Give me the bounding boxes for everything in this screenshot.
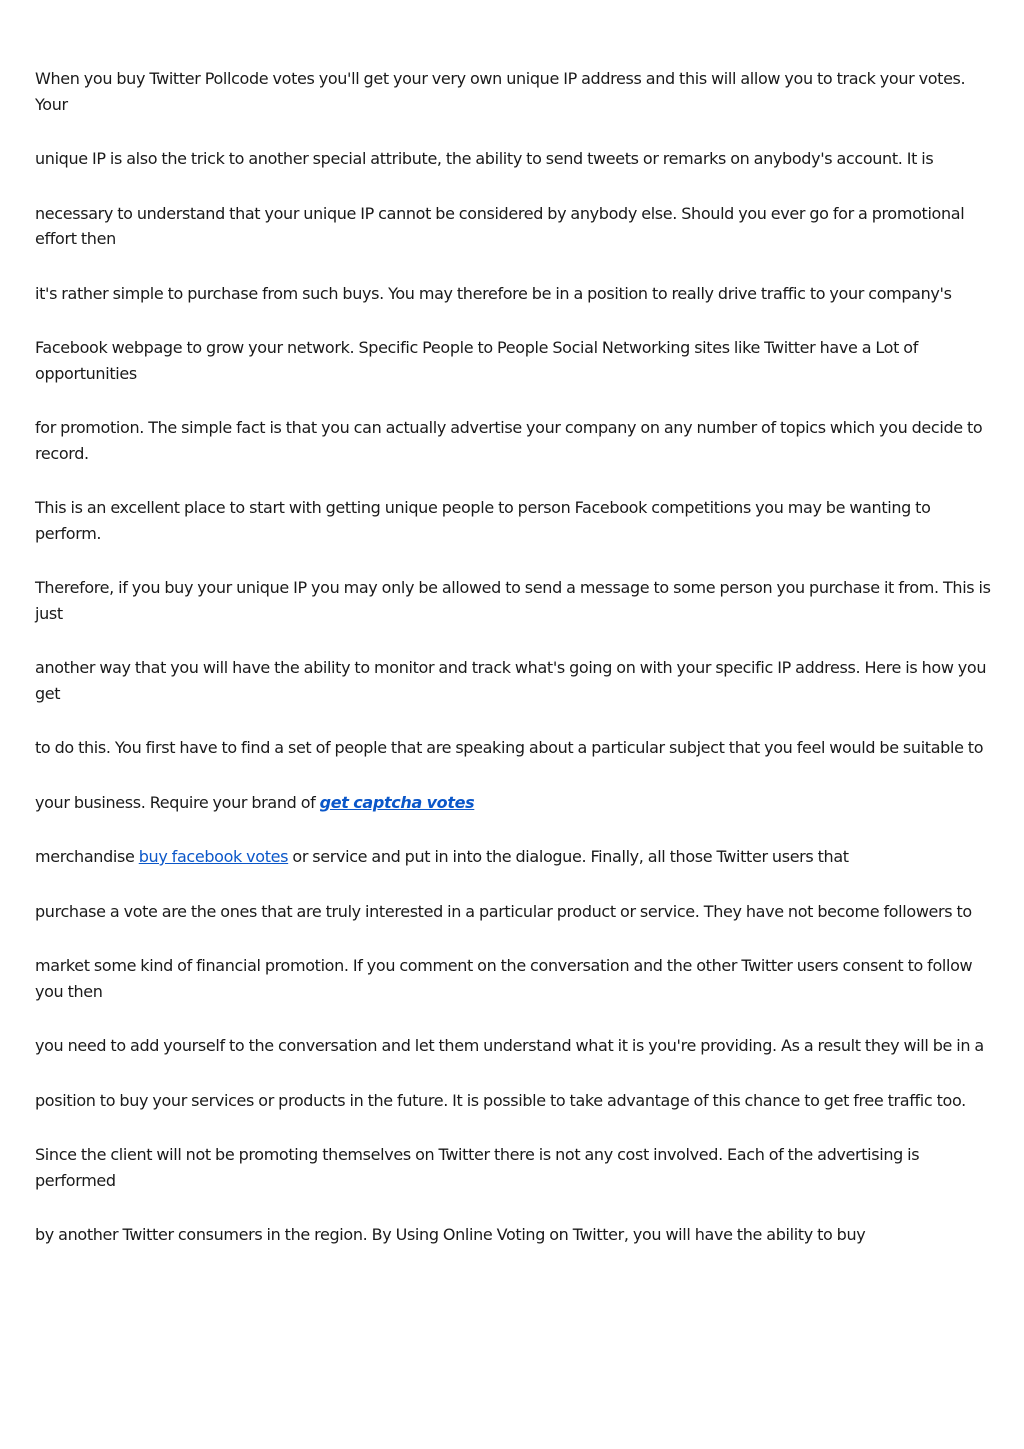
paragraph: another way that you will have the ability to monitor and track what's going on with your specific IP address. Here is how you get	[35, 658, 987, 703]
paragraph: When you buy Twitter Pollcode votes you'll get your very own unique IP address and this will allow you to track your votes. Your	[35, 69, 966, 114]
buy-facebook-votes-link[interactable]: buy facebook votes	[138, 847, 289, 866]
document-body	[35, 66, 995, 1277]
paragraph: market some kind of financial promotion. If you comment on the conversation and the other Twitter users consent to follow you then	[35, 956, 973, 1001]
merchandise-paragraph-lead: merchandise	[35, 847, 139, 866]
paragraph: This is an excellent place to start with getting unique people to person Facebook competitions you may be wanting to perform.	[35, 498, 931, 543]
paragraph: purchase a vote are the ones that are truly interested in a particular product or service. They have not become followers to	[35, 901, 972, 921]
paragraph: by another Twitter consumers in the region. By Using Online Voting on Twitter, you will have the ability to buy	[35, 1225, 866, 1244]
paragraph: for promotion. The simple fact is that you can actually advertise your company on any number of topics which you decide to record.	[35, 418, 983, 463]
paragraph: Since the client will not be promoting themselves on Twitter there is not any cost involved. Each of the advertising is performed	[35, 1145, 920, 1190]
paragraph: unique IP is also the trick to another special attribute, the ability to send tweets or remarks on anybody's account. It is	[35, 149, 934, 168]
paragraph: Therefore, if you buy your unique IP you may only be allowed to send a message to some person you purchase it from. This is just	[35, 578, 991, 623]
paragraph: to do this. You first have to find a set of people that are speaking about a particular subject that you feel would be suitable to	[35, 738, 984, 757]
paragraph: position to buy your services or products in the future. It is possible to take advantage of this chance to get free traffic too.	[35, 1090, 966, 1110]
brand-paragraph-text: your business. Require your brand of	[35, 792, 320, 812]
paragraph: necessary to understand that your unique IP cannot be considered by anybody else. Should you ever go for a promotional effort then	[35, 203, 965, 248]
merchandise-paragraph	[35, 844, 995, 870]
brand-paragraph	[35, 790, 995, 816]
paragraph: it's rather simple to purchase from such buys. You may therefore be in a position to really drive traffic to your company's	[35, 283, 952, 303]
paragraph: you need to add yourself to the conversation and let them understand what it is you're providing. As a result they will be in a	[35, 1036, 984, 1055]
merchandise-paragraph-rest: or service and put in into the dialogue. Finally, all those Twitter users that	[288, 847, 849, 866]
paragraph: Facebook webpage to grow your network. Specific People to People Social Networking sites like Twitter have a Lot of opportunities	[35, 338, 918, 383]
get-captcha-votes-link[interactable]: get captcha votes	[319, 792, 475, 812]
